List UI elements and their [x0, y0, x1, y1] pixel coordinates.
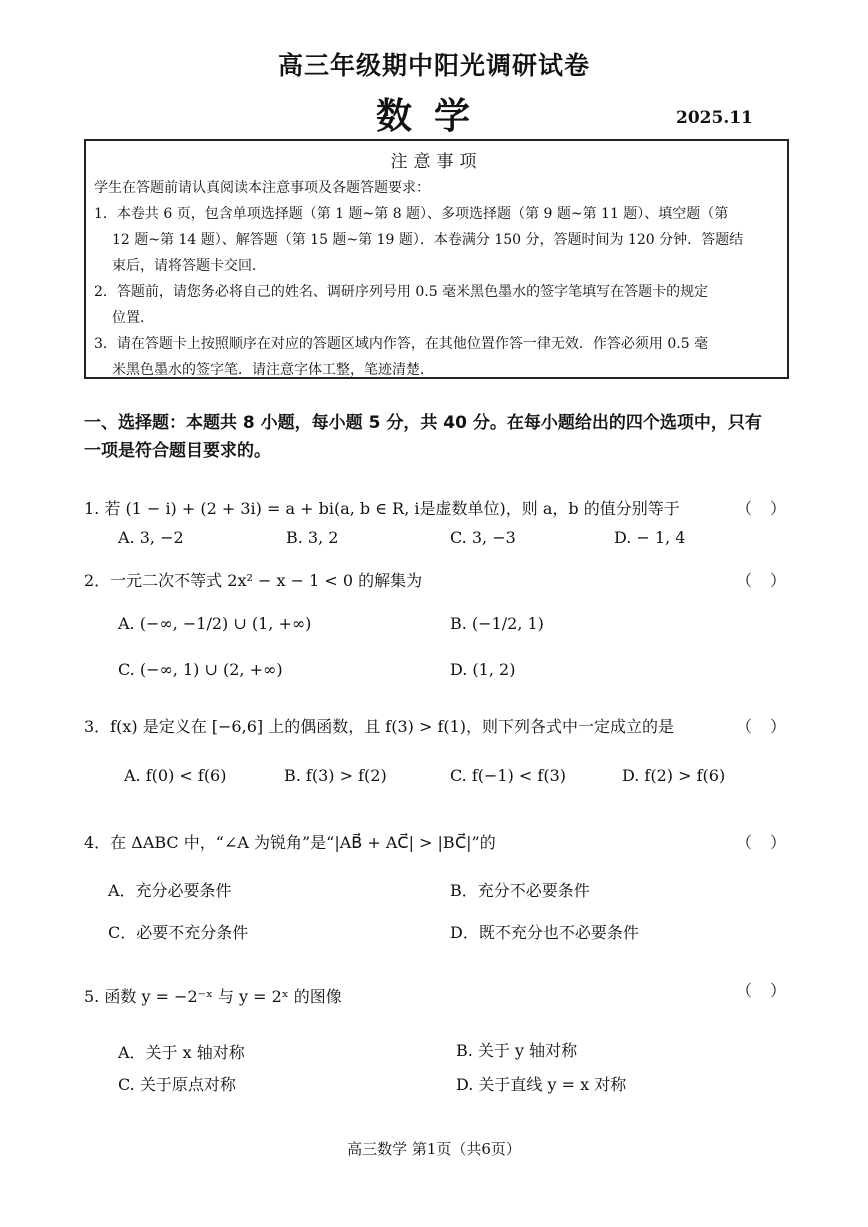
answer-paren: （）: [736, 833, 805, 852]
question-2-option-c: C. (−∞, 1) ∪ (2, +∞): [118, 660, 283, 679]
notice-line: 米黑色墨水的签字笔．请注意字体工整，笔迹清楚．: [112, 362, 434, 378]
question-3-stem: 3．f(x) 是定义在 [−6,6] 上的偶函数，且 f(3) > f(1)，则下列各式中一定成立的是: [84, 717, 675, 736]
question-3-option-a: A. f(0) < f(6): [124, 766, 227, 785]
section-heading-line2: 一项是符合题目要求的。: [84, 441, 271, 461]
question-5-option-b: B. 关于 y 轴对称: [456, 1041, 578, 1060]
question-1-option-d: D. − 1, 4: [614, 528, 686, 547]
question-2-option-b: B. (−1/2, 1): [450, 614, 544, 633]
subject-title: 数学: [375, 96, 492, 137]
question-5-option-a: A．关于 x 轴对称: [118, 1043, 245, 1062]
question-1-option-c: C. 3, −3: [450, 528, 516, 547]
answer-paren: （）: [736, 571, 805, 590]
notice-line: 学生在答题前请认真阅读本注意事项及各题答题要求：: [94, 180, 430, 196]
notice-line: 位置．: [112, 310, 154, 326]
question-5-option-d: D. 关于直线 y = x 对称: [456, 1075, 627, 1094]
question-4-stem: 4．在 ΔABC 中，“∠A 为锐角”是“|AB⃗ + AC⃗| > |BC⃗|”的: [84, 833, 496, 852]
notice-line: 束后，请将答题卡交回．: [112, 258, 266, 274]
notice-line: 2．答题前，请您务必将自己的姓名、调研序列号用 0.5 毫米黑色墨水的签字笔填写在答题卡的规定: [94, 284, 709, 300]
question-4-option-a: A．充分必要条件: [108, 881, 232, 900]
section-heading-line1: 一、选择题：本题共 8 小题，每小题 5 分，共 40 分。在每小题给出的四个选项中，只有: [84, 413, 762, 433]
notice-line: 12 题~第 14 题）、解答题（第 15 题~第 19 题）．本卷满分 150 分，答题时间为 120 分钟．答题结: [112, 232, 744, 248]
question-3-option-c: C. f(−1) < f(3): [450, 766, 566, 785]
question-1-option-b: B. 3, 2: [286, 528, 339, 547]
answer-paren: （）: [736, 499, 805, 518]
page-footer: 高三数学 第1页（共6页）: [347, 1140, 521, 1158]
exam-date: 2025.11: [676, 108, 753, 128]
answer-paren: （）: [736, 717, 805, 736]
question-5-stem: 5. 函数 y = −2⁻ˣ 与 y = 2ˣ 的图像: [84, 987, 342, 1006]
notice-line: 1．本卷共 6 页，包含单项选择题（第 1 题~第 8 题）、多项选择题（第 9 题~第 11 题）、填空题（第: [94, 206, 729, 222]
exam-title: 高三年级期中阳光调研试卷: [277, 51, 590, 80]
question-5-option-c: C. 关于原点对称: [118, 1075, 236, 1094]
question-4-option-c: C．必要不充分条件: [108, 923, 249, 942]
question-2-option-d: D. (1, 2): [450, 660, 516, 679]
notice-title: 注意事项: [390, 152, 483, 172]
question-4-option-d: D．既不充分也不必要条件: [450, 923, 639, 942]
question-3-option-d: D. f(2) > f(6): [622, 766, 726, 785]
notice-box: [84, 139, 789, 379]
question-1-option-a: A. 3, −2: [118, 528, 184, 547]
question-4-option-b: B．充分不必要条件: [450, 881, 590, 900]
question-3-option-b: B. f(3) > f(2): [284, 766, 387, 785]
question-2-stem: 2．一元二次不等式 2x² − x − 1 < 0 的解集为: [84, 571, 423, 590]
question-1-stem: 1. 若 (1 − i) + (2 + 3i) = a + bi(a, b ∈ R, i是虚数单位)，则 a，b 的值分别等于: [84, 499, 680, 518]
answer-paren: （）: [736, 981, 805, 1000]
question-2-option-a: A. (−∞, −1/2) ∪ (1, +∞): [118, 614, 312, 633]
notice-line: 3．请在答题卡上按照顺序在对应的答题区域内作答，在其他位置作答一律无效．作答必须用 0.5 毫: [94, 336, 709, 352]
